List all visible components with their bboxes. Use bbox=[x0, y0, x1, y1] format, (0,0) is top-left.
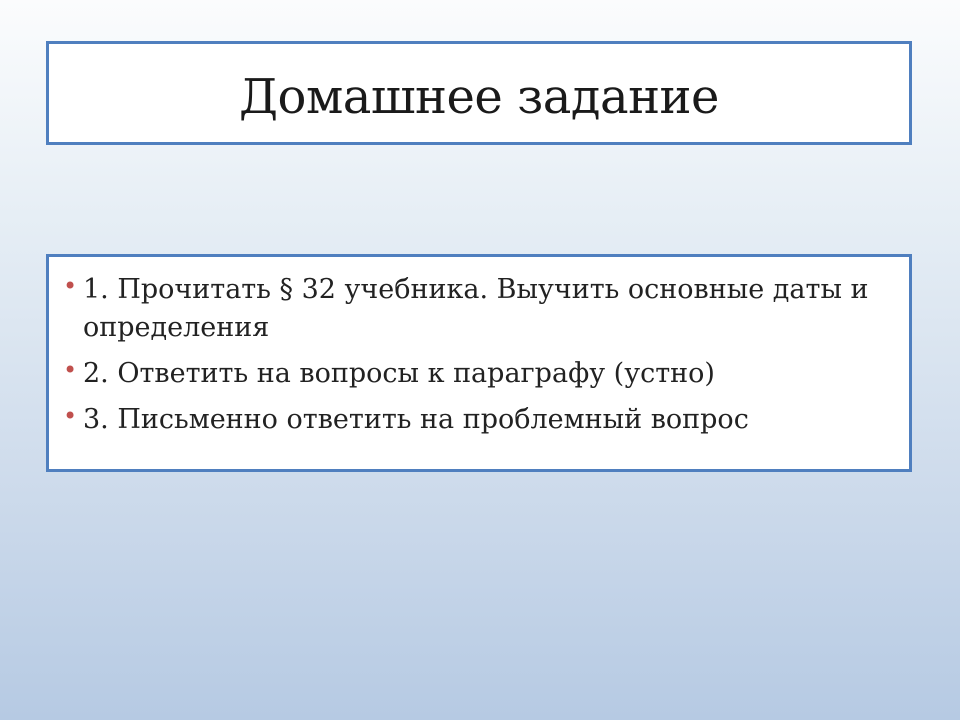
list-item-text: 3. Письменно ответить на проблемный вопрос bbox=[83, 404, 749, 435]
bullet-icon: • bbox=[63, 402, 78, 430]
slide-title: Домашнее задание bbox=[239, 69, 719, 125]
list-item bbox=[63, 355, 895, 393]
list-item-text: 1. Прочитать § 32 учебника. Выучить основные даты и определения bbox=[83, 274, 869, 343]
list-item-text: 2. Ответить на вопросы к параграфу (устно) bbox=[83, 358, 715, 389]
list-item bbox=[63, 401, 895, 439]
bullet-icon: • bbox=[63, 272, 78, 300]
title-box bbox=[46, 41, 912, 145]
bullet-icon: • bbox=[63, 356, 78, 384]
homework-list-box bbox=[46, 254, 912, 472]
homework-list bbox=[63, 271, 895, 439]
list-item bbox=[63, 271, 895, 347]
